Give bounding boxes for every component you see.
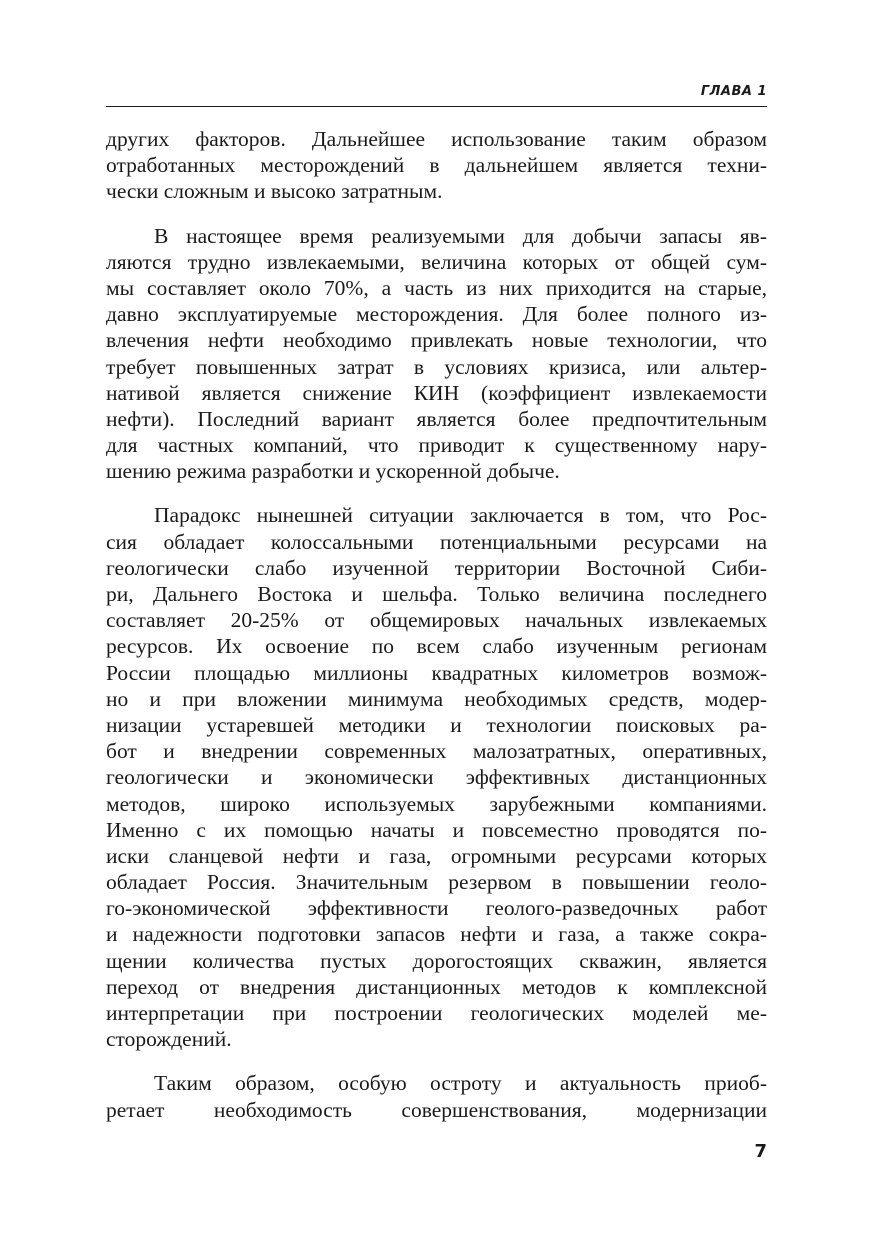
- text-line: России площадью миллионы квадратных километров возмож-: [106, 660, 767, 685]
- text-line: нефти). Последний вариант является более предпочтительным: [106, 406, 767, 431]
- text-line: методов, широко используемых зарубежными компаниями.: [106, 791, 767, 816]
- text-line: иски сланцевой нефти и газа, огромными ресурсами которых: [106, 843, 767, 868]
- text-line: щении количества пустых дорогостоящих скважин, является: [106, 948, 767, 973]
- text-line: других факторов. Дальнейшее использование таким образом: [106, 127, 767, 151]
- text-line: геологически слабо изученной территории Восточной Сиби-: [106, 555, 767, 580]
- header-rule: [106, 106, 767, 107]
- text-line: переход от внедрения дистанционных методов к комплексной: [106, 974, 767, 999]
- text-line: давно эксплуатируемые месторождения. Для более полного из-: [106, 302, 767, 327]
- text-line: составляет 20-25% от общемировых начальных извлекаемых: [106, 608, 767, 633]
- body-text: [106, 126, 767, 1123]
- text-line: геологически и экономически эффективных дистанционных: [106, 765, 767, 790]
- text-line: ресурсов. Их освоение по всем слабо изученным регионам: [106, 634, 767, 659]
- text-line: интерпретации при построении геологических моделей ме-: [106, 1001, 767, 1025]
- text-line: отработанных месторождений в дальнейшем является техни-: [106, 153, 767, 178]
- paragraph-3: [106, 502, 767, 1052]
- paragraph-1: [106, 126, 767, 205]
- text-line: Парадокс нынешней ситуации заключается в том, что Рос-: [154, 503, 767, 528]
- text-line: Таким образом, особую остроту и актуальность приоб-: [154, 1071, 767, 1096]
- text-line: ляются трудно извлекаемыми, величина которых от общей сум-: [106, 249, 767, 274]
- text-line: нативой является снижение КИН (коэффициент извлекаемости: [106, 380, 767, 405]
- text-line: для частных компаний, что приводит к существенному нару-: [106, 433, 767, 458]
- text-line: низации устаревшей методики и технологии поисковых ра-: [106, 712, 767, 737]
- text-line: ретает необходимость совершенствования, модернизации: [106, 1097, 767, 1122]
- text-line: обладает Россия. Значительным резервом в повышении геоло-: [106, 870, 767, 895]
- text-line: но и при вложении минимума необходимых средств, модер-: [106, 686, 767, 711]
- text-line: сторождений.: [106, 1027, 232, 1052]
- text-line: го-экономической эффективности геолого-разведочных работ: [106, 896, 767, 921]
- page-number: 7: [754, 1141, 767, 1162]
- text-line: шению режима разработки и ускоренной добыче.: [106, 459, 560, 484]
- text-line: В настоящее время реализуемыми для добычи запасы яв-: [154, 223, 767, 248]
- paragraph-4: [106, 1070, 767, 1122]
- text-line: влечения нефти необходимо привлекать новые технологии, что: [106, 328, 767, 353]
- text-line: требует повышенных затрат в условиях кризиса, или альтер-: [106, 354, 767, 379]
- text-line: и надежности подготовки запасов нефти и газа, а также сокра-: [106, 922, 767, 947]
- text-line: Именно с их помощью начаты и повсеместно проводятся по-: [106, 817, 767, 842]
- chapter-header: ГЛАВА 1: [700, 84, 767, 99]
- text-line: мы составляет около 70%, а часть из них приходится на старые,: [106, 275, 767, 300]
- text-line: чески сложным и высоко затратным.: [106, 179, 443, 204]
- text-line: сия обладает колоссальными потенциальными ресурсами на: [106, 529, 767, 554]
- text-line: ри, Дальнего Востока и шельфа. Только величина последнего: [106, 582, 767, 606]
- paragraph-2: [106, 223, 767, 485]
- text-line: бот и внедрении современных малозатратных, оперативных,: [106, 739, 767, 764]
